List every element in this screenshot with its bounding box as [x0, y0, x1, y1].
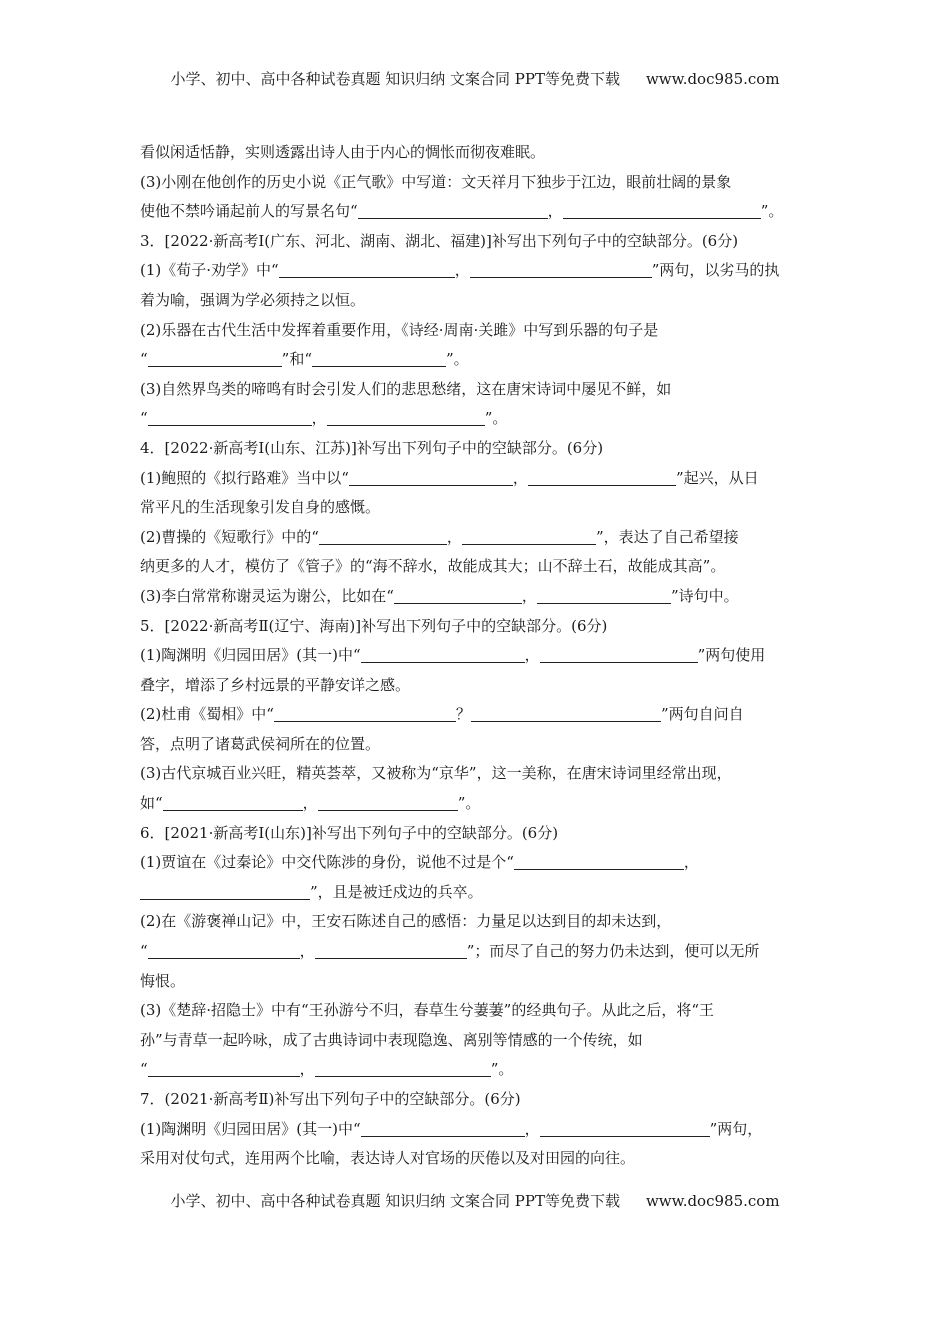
- page-header: [0, 68, 950, 89]
- answer-blank[interactable]: [537, 587, 671, 604]
- text-line: (3)《楚辞·招隐士》中有“王孙游兮不归，春草生兮萋萋”的经典句子。从此之后，将“王: [140, 1001, 715, 1020]
- text-line: 悔恨。: [140, 971, 186, 990]
- text-line: (1)陶渊明《归园田居》(其一)中“ ， ”两句使用: [140, 646, 766, 665]
- text-line: “ ”和“ ”。: [140, 350, 469, 369]
- text-line: (3)李白常常称谢灵运为谢公，比如在“ ， ”诗句中。: [140, 586, 739, 605]
- text-line: (3)自然界鸟类的啼鸣有时会引发人们的悲思愁绪，这在唐宋诗词中屡见不鲜，如: [140, 379, 672, 398]
- question-6-heading: 6．[2021·新高考Ⅰ(山东)]补写出下列句子中的空缺部分。(6分): [140, 823, 559, 842]
- answer-blank[interactable]: [462, 528, 596, 545]
- answer-blank[interactable]: [163, 794, 303, 811]
- answer-blank[interactable]: [312, 350, 446, 367]
- text-line: “ ， ”。: [140, 409, 508, 428]
- answer-blank[interactable]: [319, 528, 447, 545]
- header-site: www.doc985.com: [645, 70, 780, 88]
- text-line: (1)贾谊在《过秦论》中交代陈涉的身份，说他不过是个“ ，: [140, 853, 699, 872]
- page-footer: [0, 1190, 950, 1211]
- answer-blank[interactable]: [471, 705, 661, 722]
- text-line: 着为喻，强调为学必须持之以恒。: [140, 290, 366, 309]
- answer-blank[interactable]: [358, 202, 548, 219]
- answer-blank[interactable]: [361, 646, 525, 663]
- text-line: 看似闲适恬静，实则透露出诗人由于内心的惆怅而彻夜难眠。: [140, 143, 546, 161]
- text-line: 孙”与青草一起吟咏，成了古典诗词中表现隐逸、离别等情感的一个传统，如: [140, 1030, 643, 1049]
- text-line: (1)鲍照的《拟行路难》当中以“ ， ”起兴，从日: [140, 468, 759, 487]
- text-line: (2)在《游褒禅山记》中，王安石陈述自己的感悟：力量足以达到目的却未达到，: [140, 912, 672, 931]
- text-line: (2)曹操的《短歌行》中的“ ， ”，表达了自己希望接: [140, 527, 739, 546]
- header-text: 小学、初中、高中各种试卷真题 知识归纳 文案合同 PPT等免费下载: [170, 70, 620, 88]
- answer-blank[interactable]: [563, 202, 761, 219]
- question-3-heading: 3．[2022·新高考Ⅰ(广东、河北、湖南、湖北、福建)]补写出下列句子中的空缺部分。(6分): [140, 231, 739, 250]
- answer-blank[interactable]: [528, 469, 676, 486]
- text-line: “ ， ”；而尽了自己的努力仍未达到，便可以无所: [140, 942, 760, 961]
- question-4-heading: 4．[2022·新高考Ⅰ(山东、江苏)]补写出下列句子中的空缺部分。(6分): [140, 438, 604, 457]
- text-line: 如“ ， ”。: [140, 794, 481, 813]
- text-line: (2)乐器在古代生活中发挥着重要作用，《诗经·周南·关雎》中写到乐器的句子是: [140, 320, 659, 339]
- text-line: 使他不禁吟诵起前人的写景名句“ ， ”。: [140, 202, 784, 221]
- answer-blank[interactable]: [148, 409, 312, 426]
- answer-blank[interactable]: [514, 853, 684, 870]
- question-5-heading: 5．[2022·新高考Ⅱ(辽宁、海南)]补写出下列句子中的空缺部分。(6分): [140, 616, 608, 635]
- footer-text: 小学、初中、高中各种试卷真题 知识归纳 文案合同 PPT等免费下载: [170, 1192, 620, 1210]
- answer-blank[interactable]: [279, 261, 455, 278]
- answer-blank[interactable]: [361, 1120, 525, 1137]
- text-line: 常平凡的生活现象引发自身的感慨。: [140, 498, 381, 517]
- text-line: (2)杜甫《蜀相》中“ ？ ”两句自问自: [140, 705, 744, 724]
- text-line: (3)古代京城百业兴旺，精英荟萃，又被称为“京华”，这一美称，在唐宋诗词里经常出现，: [140, 764, 732, 783]
- answer-blank[interactable]: [315, 942, 467, 959]
- answer-blank[interactable]: [540, 646, 698, 663]
- text-line: 采用对仗句式，连用两个比喻，表达诗人对官场的厌倦以及对田园的向往。: [140, 1149, 636, 1168]
- answer-blank[interactable]: [148, 942, 300, 959]
- text-line: (1)陶渊明《归园田居》(其一)中“ ， ”两句，: [140, 1119, 763, 1138]
- answer-blank[interactable]: [148, 350, 282, 367]
- answer-blank[interactable]: [470, 261, 652, 278]
- text-line: 纳更多的人才，模仿了《管子》的“海不辞水，故能成其大；山不辞土石，故能成其高”。: [140, 557, 726, 576]
- answer-blank[interactable]: [318, 794, 458, 811]
- answer-blank[interactable]: [274, 705, 456, 722]
- document-body: [140, 138, 812, 1174]
- answer-blank[interactable]: [140, 883, 310, 900]
- text-line: 叠字，增添了乡村远景的平静安详之感。: [140, 675, 411, 694]
- answer-blank[interactable]: [540, 1120, 710, 1137]
- answer-blank[interactable]: [394, 587, 522, 604]
- answer-blank[interactable]: [349, 469, 513, 486]
- text-line: ”，且是被迁戍边的兵卒。: [140, 878, 812, 908]
- answer-blank[interactable]: [327, 409, 485, 426]
- question-7-heading: 7．(2021·新高考Ⅱ)补写出下列句子中的空缺部分。(6分): [140, 1090, 521, 1108]
- text-line: (1)《荀子·劝学》中“ ， ”两句，以劣马的执: [140, 261, 780, 280]
- answer-blank[interactable]: [148, 1060, 300, 1077]
- answer-blank[interactable]: [315, 1060, 491, 1077]
- text-line: “ ， ”。: [140, 1060, 514, 1079]
- text-line: (3)小刚在他创作的历史小说《正气歌》中写道：文天祥月下独步于江边，眼前壮阔的景象: [140, 172, 732, 191]
- text-line: 答，点明了诸葛武侯祠所在的位置。: [140, 734, 381, 753]
- footer-site: www.doc985.com: [645, 1192, 780, 1210]
